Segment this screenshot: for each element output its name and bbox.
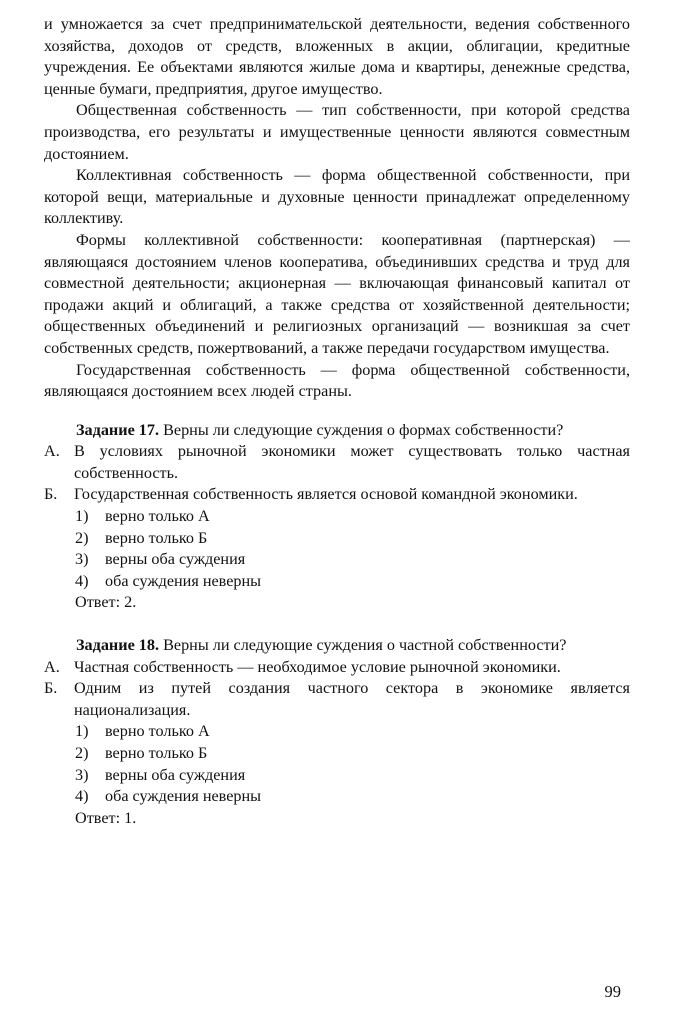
option-number: 4) <box>75 787 89 806</box>
statement-mark: А. <box>44 442 60 461</box>
task-18-statement-b <box>44 678 630 721</box>
statement-text: Государственная собственность является основой командной экономики. <box>74 485 578 504</box>
task-18-question <box>44 635 630 657</box>
paragraph-collective-property: Коллективная собственность — форма общественной собственности, при которой вещи, материальные и духовные ценности принадлежат определенному коллективу. <box>44 166 630 228</box>
option-text: верно только Б <box>105 528 208 547</box>
option-number: 1) <box>75 722 89 741</box>
task-17-option-2 <box>44 528 630 550</box>
option-text: верно только А <box>105 722 210 741</box>
task-17-question-text: Верны ли следующие суждения о формах собственности? <box>159 420 564 439</box>
task-18-answer: Ответ: 1. <box>75 808 137 827</box>
option-text: верны оба суждения <box>105 765 246 784</box>
task-18-statement-a <box>44 657 630 679</box>
paragraph-collective-forms: Формы коллективной собственности: кооперативная (партнерская) — являющаяся достоянием членов кооператива, объединивших средства и труд для совместной деятельности; акционерная — включающая финансовый капитал от продажи акций и облигаций, а также средства от хозяйственной деятельности; общественных объединений и религиозных организаций — возникшая за счет собственных средств, пожертвований, а также передачи государством имущества. <box>44 230 630 357</box>
statement-text: В условиях рыночной экономики может существовать только частная собственность. <box>74 442 630 482</box>
task-18-option-3 <box>44 765 630 787</box>
task-18-option-2 <box>44 743 630 765</box>
paragraph-public-property: Общественная собственность — тип собственности, при которой средства производства, его результаты и имущественные ценности являются совместным достоянием. <box>44 101 630 163</box>
task-17-statement-a <box>44 441 630 484</box>
option-number: 4) <box>75 571 89 590</box>
option-number: 1) <box>75 507 89 526</box>
page-number: 99 <box>604 982 621 1001</box>
option-number: 3) <box>75 765 89 784</box>
task-18-option-4 <box>44 786 630 808</box>
task-18-question-text: Верны ли следующие суждения о частной собственности? <box>159 636 567 655</box>
task-17 <box>44 420 630 614</box>
task-17-question <box>44 420 630 442</box>
page-content <box>44 14 630 829</box>
option-text: оба суждения неверны <box>105 787 262 806</box>
statement-mark: А. <box>44 657 60 676</box>
option-number: 3) <box>75 550 89 569</box>
option-number: 2) <box>75 528 89 547</box>
task-17-option-1 <box>44 506 630 528</box>
paragraph-state-property: Государственная собственность — форма общественной собственности, являющаяся достоянием всех людей страны. <box>44 360 630 401</box>
paragraph-continuation: и умножается за счет предпринимательской деятельности, ведения собственного хозяйства, доходов от средств, вложенных в акции, облигации, кредитные учреждения. Ее объектами являются жилые дома и квартиры, денежные средства, ценные бумаги, предприятия, другое имущество. <box>44 15 630 98</box>
task-17-option-3 <box>44 549 630 571</box>
option-text: оба суждения неверны <box>105 571 262 590</box>
statement-mark: Б. <box>44 679 58 698</box>
statement-text: Частная собственность — необходимое условие рыночной экономики. <box>74 657 561 676</box>
task-17-answer: Ответ: 2. <box>75 593 137 612</box>
statement-text: Одним из путей создания частного сектора в экономике является национализация. <box>74 679 630 719</box>
task-18-option-1 <box>44 721 630 743</box>
option-text: верны оба суждения <box>105 550 246 569</box>
option-number: 2) <box>75 744 89 762</box>
option-text: верно только А <box>105 507 210 526</box>
task-17-option-4 <box>44 571 630 593</box>
task-18 <box>44 635 630 829</box>
task-18-label: Задание 18. <box>76 636 160 655</box>
task-17-label: Задание 17. <box>76 420 160 439</box>
option-text: верно только Б <box>105 744 208 762</box>
task-17-statement-b <box>44 484 630 506</box>
statement-mark: Б. <box>44 485 58 504</box>
